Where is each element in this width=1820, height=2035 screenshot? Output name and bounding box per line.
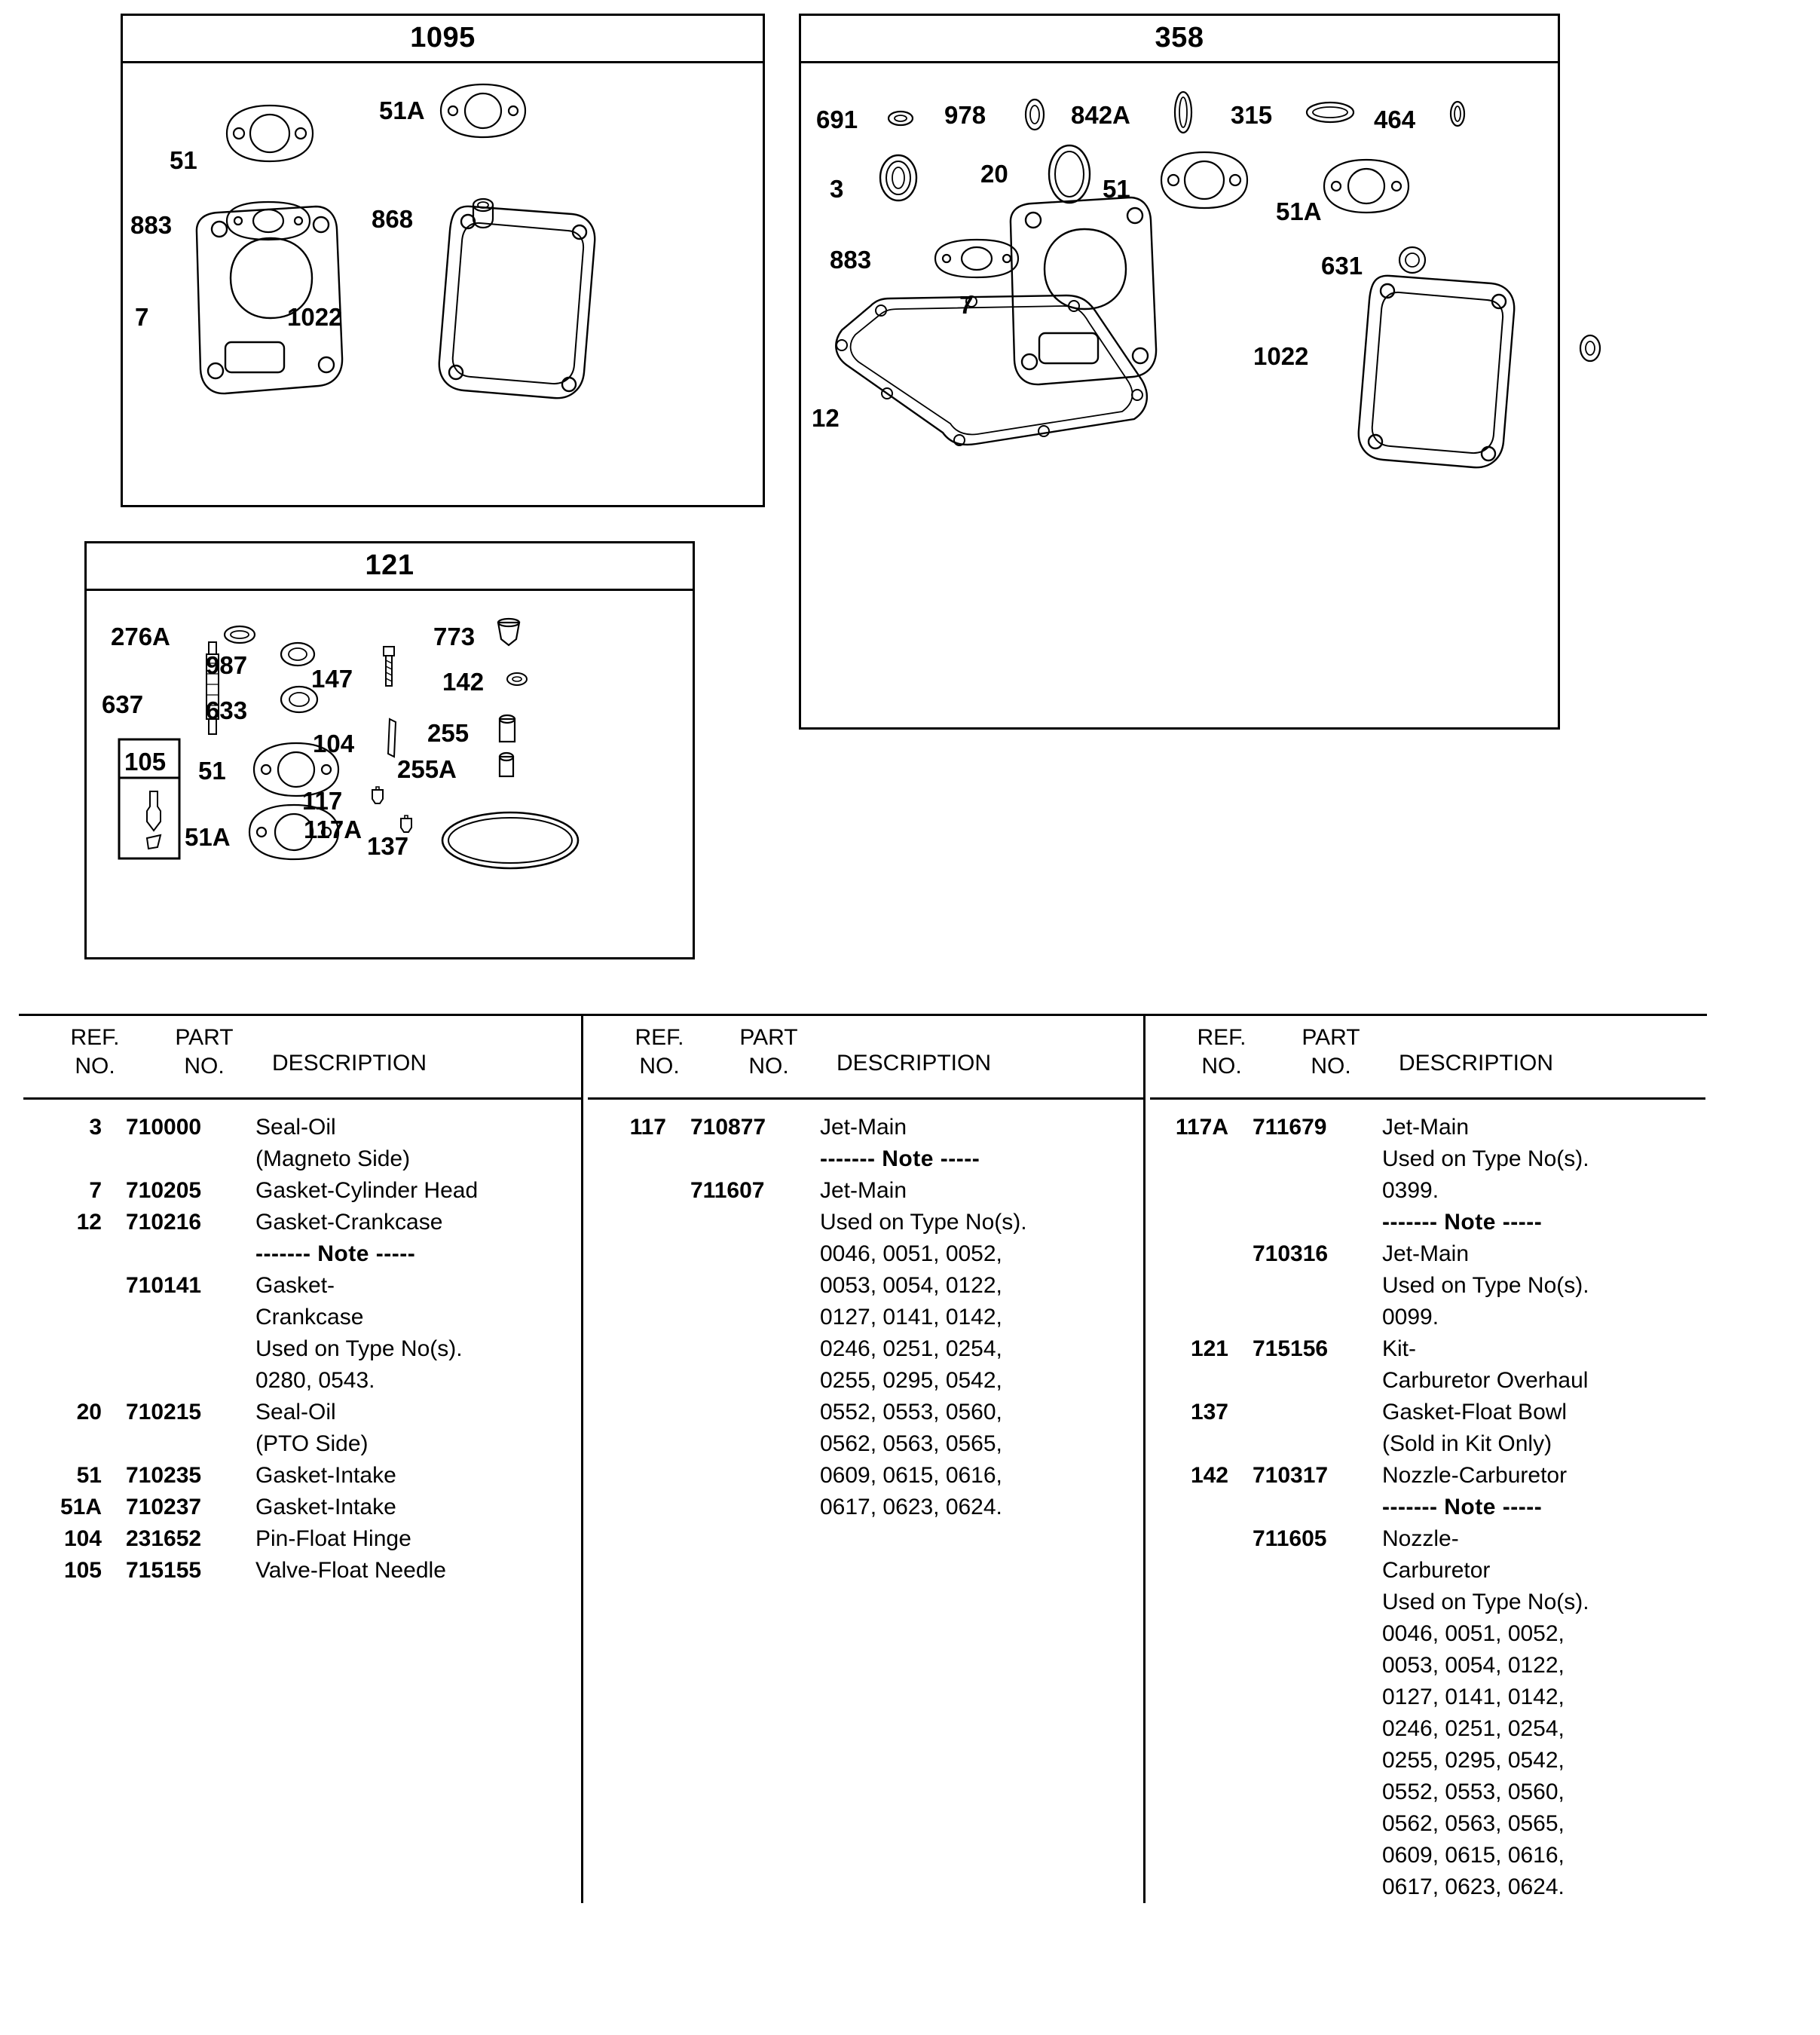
cell-part-no: 715155	[126, 1558, 202, 1583]
table-row	[1150, 1207, 1705, 1238]
kit-group-1095	[121, 14, 765, 507]
table-row	[23, 1302, 581, 1333]
cell-description: Gasket-Intake	[255, 1463, 396, 1488]
cell-description: 0255, 0295, 0542,	[820, 1368, 1002, 1393]
table-row	[588, 1112, 1143, 1143]
cell-description: Nozzle-	[1382, 1526, 1459, 1551]
cell-description: Carburetor	[1382, 1558, 1491, 1583]
table-row	[588, 1143, 1143, 1175]
cell-note: ------- Note -----	[820, 1146, 980, 1171]
gasket-1022-358-icon	[1344, 267, 1532, 485]
cell-part-no: 710215	[126, 1400, 202, 1424]
valve-float-needle-105-icon	[138, 788, 173, 853]
cell-part-no: 710237	[126, 1495, 202, 1519]
callout-883: 883	[130, 211, 173, 239]
callout-51A-358: 51A	[1276, 197, 1322, 225]
callout-117A: 117A	[304, 816, 362, 843]
callout-315: 315	[1231, 101, 1273, 129]
table-row	[588, 1302, 1143, 1333]
table-row	[23, 1397, 581, 1428]
callout-3: 3	[830, 175, 844, 203]
column-1-rows	[23, 1100, 581, 1587]
callout-137: 137	[367, 832, 409, 860]
cell-description: 0053, 0054, 0122,	[1382, 1653, 1565, 1678]
cell-ref-no: 104	[63, 1526, 102, 1551]
cell-description: 0246, 0251, 0254,	[1382, 1716, 1565, 1741]
table-row	[23, 1492, 581, 1523]
header-part-line1: PART	[739, 1025, 798, 1050]
table-row	[588, 1365, 1143, 1397]
table-column-3	[1143, 1016, 1705, 1903]
callout-883-358: 883	[830, 246, 872, 274]
callout-51: 51	[170, 146, 197, 174]
parts-list-table	[19, 1014, 1707, 1903]
cell-ref-no: 121	[1190, 1336, 1228, 1361]
table-row	[1150, 1397, 1705, 1428]
header-ref-line2: NO.	[75, 1053, 115, 1079]
callout-637: 633	[206, 696, 248, 724]
washer-978-icon	[1020, 96, 1050, 133]
cell-description: (PTO Side)	[255, 1431, 369, 1456]
callout-842A: 842A	[1071, 101, 1130, 129]
table-row	[1150, 1333, 1705, 1365]
oring-842a-icon	[1170, 89, 1196, 136]
kit-title-1095: 1095	[123, 16, 763, 63]
kit-title-358: 358	[801, 16, 1558, 63]
gasket-1022-icon	[424, 197, 613, 416]
table-row	[1150, 1808, 1705, 1840]
table-row	[23, 1270, 581, 1302]
table-row	[1150, 1112, 1705, 1143]
table-row	[588, 1207, 1143, 1238]
callout-978: 978	[944, 101, 986, 129]
table-row	[1150, 1555, 1705, 1587]
callout-255A: 255A	[397, 755, 457, 783]
cell-description: Jet-Main	[1382, 1115, 1470, 1140]
cell-part-no: 231652	[126, 1526, 202, 1551]
cell-description: Used on Type No(s).	[1382, 1146, 1589, 1171]
cell-description: Jet-Main	[820, 1178, 907, 1203]
cell-description: 0617, 0623, 0624.	[820, 1495, 1002, 1519]
table-row	[588, 1397, 1143, 1428]
table-row	[1150, 1682, 1705, 1713]
header-ref-line1: REF.	[70, 1025, 120, 1050]
callout-464: 464	[1374, 106, 1416, 133]
gasket-intake-51a-icon	[430, 78, 536, 143]
gasket-float-bowl-137-icon	[439, 808, 581, 873]
header-part-line2: NO.	[1311, 1053, 1351, 1079]
cell-ref-no: 117A	[1175, 1115, 1228, 1140]
cell-ref-no: 51	[76, 1463, 102, 1488]
table-row	[1150, 1428, 1705, 1460]
pin-float-hinge-104-icon	[382, 716, 402, 761]
table-row	[588, 1492, 1143, 1523]
table-row	[23, 1175, 581, 1207]
callout-51A-121: 51A	[185, 823, 231, 851]
cell-description: Nozzle-Carburetor	[1382, 1463, 1568, 1488]
callout-1022-358: 1022	[1253, 342, 1309, 370]
table-row	[588, 1428, 1143, 1460]
table-row	[23, 1143, 581, 1175]
nozzle-carburetor-142-icon	[201, 638, 224, 743]
kit-title-121: 121	[87, 543, 693, 591]
cell-ref-no: 20	[76, 1400, 102, 1424]
cell-description: Gasket-Crankcase	[255, 1210, 443, 1235]
callout-7-358: 7	[959, 291, 974, 319]
seal-637-icon	[278, 683, 320, 716]
callout-117: 117	[302, 787, 343, 815]
cell-description: Gasket-Cylinder Head	[255, 1178, 479, 1203]
kit-group-358	[799, 14, 1560, 730]
table-row	[588, 1333, 1143, 1365]
callout-105: 105	[124, 748, 167, 776]
table-row	[23, 1523, 581, 1555]
header-part-line1: PART	[1302, 1025, 1360, 1050]
cell-description: 0046, 0051, 0052,	[1382, 1621, 1565, 1646]
table-row	[1150, 1745, 1705, 1776]
callout-868: 868	[372, 205, 414, 233]
cell-description: 0552, 0553, 0560,	[820, 1400, 1002, 1424]
cell-description: Carburetor Overhaul	[1382, 1368, 1589, 1393]
washer-loose-icon	[1575, 332, 1605, 365]
cell-description: Kit-	[1382, 1336, 1416, 1361]
cell-description: 0046, 0051, 0052,	[820, 1241, 1002, 1266]
cell-description: Jet-Main	[820, 1115, 907, 1140]
cell-note: ------- Note -----	[1382, 1495, 1543, 1519]
cell-description: Used on Type No(s).	[255, 1336, 463, 1361]
table-row	[1150, 1302, 1705, 1333]
cell-description: Used on Type No(s).	[820, 1210, 1027, 1235]
header-description: DESCRIPTION	[1399, 1051, 1554, 1076]
cell-ref-no: 3	[89, 1115, 102, 1140]
bushing-255-icon	[494, 713, 521, 746]
seat-773-icon	[494, 617, 524, 648]
cell-description: Jet-Main	[1382, 1241, 1470, 1266]
valve-105-box-rule	[118, 776, 180, 779]
table-column-1	[19, 1016, 581, 1903]
table-row	[1150, 1587, 1705, 1618]
table-row	[1150, 1650, 1705, 1682]
header-description: DESCRIPTION	[272, 1051, 427, 1076]
parts-illustration	[0, 0, 1820, 980]
header-part-line1: PART	[175, 1025, 234, 1050]
cell-part-no: 710316	[1253, 1241, 1329, 1266]
column-3-rows	[1150, 1100, 1705, 1903]
gasket-intake-51a-358-icon	[1314, 154, 1419, 219]
seal-691-icon	[886, 107, 916, 130]
callout-7: 7	[135, 303, 149, 331]
cell-description: Used on Type No(s).	[1382, 1590, 1589, 1614]
screw-147-icon	[379, 644, 399, 689]
table-row	[23, 1460, 581, 1492]
callout-51A: 51A	[379, 96, 425, 124]
cell-description: (Sold in Kit Only)	[1382, 1431, 1552, 1456]
table-row	[23, 1333, 581, 1365]
header-ref-line1: REF.	[1197, 1025, 1246, 1050]
oring-276a-icon	[222, 624, 257, 645]
table-row	[1150, 1618, 1705, 1650]
cell-description: 0053, 0054, 0122,	[820, 1273, 1002, 1298]
cell-part-no: 710235	[126, 1463, 202, 1488]
oring-315-icon	[1305, 99, 1356, 125]
cell-ref-no: 51A	[60, 1495, 102, 1519]
cell-part-no: 710877	[690, 1115, 766, 1140]
cell-description: 0562, 0563, 0565,	[1382, 1811, 1565, 1836]
jet-main-117-icon	[367, 785, 390, 806]
cell-description: 0617, 0623, 0624.	[1382, 1874, 1565, 1899]
cell-description: 0099.	[1382, 1305, 1439, 1330]
cell-note: ------- Note -----	[255, 1241, 416, 1266]
header-part-line2: NO.	[748, 1053, 789, 1079]
washer-633-icon	[506, 671, 528, 687]
bushing-255a-icon	[494, 751, 519, 781]
cell-ref-no: 105	[63, 1558, 102, 1583]
table-row	[23, 1428, 581, 1460]
table-row	[1150, 1713, 1705, 1745]
cell-part-no: 710205	[126, 1178, 202, 1203]
header-ref-line2: NO.	[1201, 1053, 1242, 1079]
column-2-rows	[588, 1100, 1143, 1523]
table-row	[23, 1207, 581, 1238]
callout-255: 255	[427, 719, 470, 747]
seal-oil-magneto-3-icon	[873, 152, 923, 204]
cell-description: (Magneto Side)	[255, 1146, 411, 1171]
cell-ref-no: 117	[629, 1115, 666, 1140]
oring-464-icon	[1448, 99, 1467, 128]
callout-631: 631	[1321, 252, 1363, 280]
cell-description: Seal-Oil	[255, 1400, 336, 1424]
cell-description: Gasket-Intake	[255, 1495, 396, 1519]
callout-20: 20	[980, 160, 1008, 188]
cell-part-no: 710317	[1253, 1463, 1329, 1488]
table-row	[1150, 1460, 1705, 1492]
cell-description: 0399.	[1382, 1178, 1439, 1203]
table-row	[588, 1460, 1143, 1492]
cell-part-no: 710141	[126, 1273, 202, 1298]
cell-ref-no: 142	[1190, 1463, 1228, 1488]
callout-51-121: 51	[198, 757, 226, 785]
callout-276A: 276A	[111, 623, 170, 650]
cell-description: Gasket-	[255, 1273, 335, 1298]
header-part-line2: NO.	[184, 1053, 225, 1079]
cell-part-no: 710000	[126, 1115, 202, 1140]
header-ref-line2: NO.	[639, 1053, 680, 1079]
cell-ref-no: 7	[89, 1178, 102, 1203]
table-column-2	[581, 1016, 1143, 1903]
callout-691: 691	[816, 106, 858, 133]
table-row	[1150, 1871, 1705, 1903]
callout-773: 773	[433, 623, 476, 650]
cell-description: Seal-Oil	[255, 1115, 336, 1140]
cell-part-no: 711607	[690, 1178, 765, 1203]
cell-part-no: 711679	[1253, 1115, 1327, 1140]
table-row	[1150, 1175, 1705, 1207]
table-row	[1150, 1523, 1705, 1555]
table-row	[23, 1555, 581, 1587]
cell-description: Gasket-Float Bowl	[1382, 1400, 1568, 1424]
table-row	[588, 1175, 1143, 1207]
cell-part-no: 711605	[1253, 1526, 1327, 1551]
table-row	[1150, 1840, 1705, 1871]
cell-description: 0255, 0295, 0542,	[1382, 1748, 1565, 1773]
callout-147: 147	[311, 665, 353, 693]
callout-142: 637	[102, 690, 144, 718]
cell-description: Valve-Float Needle	[255, 1558, 446, 1583]
cell-description: 0127, 0141, 0142,	[1382, 1685, 1565, 1709]
cell-ref-no: 12	[76, 1210, 102, 1235]
table-header-row	[19, 1014, 1707, 1903]
cell-description: 0246, 0251, 0254,	[820, 1336, 1002, 1361]
table-row	[1150, 1238, 1705, 1270]
column-3-headers	[1150, 1016, 1705, 1097]
table-row	[1150, 1776, 1705, 1808]
cell-description: 0562, 0563, 0565,	[820, 1431, 1002, 1456]
callout-104: 104	[313, 730, 355, 757]
gasket-intake-51-icon	[213, 99, 326, 167]
cell-part-no: 710216	[126, 1210, 202, 1235]
callout-12: 12	[812, 404, 840, 432]
table-row	[23, 1238, 581, 1270]
callout-987: 987	[206, 651, 248, 679]
cell-description: 0552, 0553, 0560,	[1382, 1779, 1565, 1804]
header-ref-line1: REF.	[635, 1025, 684, 1050]
cell-description: 0609, 0615, 0616,	[820, 1463, 1002, 1488]
cell-ref-no: 137	[1190, 1400, 1228, 1424]
table-row	[23, 1112, 581, 1143]
callout-1022: 1022	[287, 303, 343, 331]
cell-description: 0280, 0543.	[255, 1368, 375, 1393]
column-2-headers	[588, 1016, 1143, 1097]
table-row	[23, 1365, 581, 1397]
cell-description: 0127, 0141, 0142,	[820, 1305, 1002, 1330]
cell-description: 0609, 0615, 0616,	[1382, 1843, 1565, 1868]
cell-description: Pin-Float Hinge	[255, 1526, 411, 1551]
cell-description: Used on Type No(s).	[1382, 1273, 1589, 1298]
table-row	[1150, 1492, 1705, 1523]
table-row	[588, 1270, 1143, 1302]
gasket-cylinder-head-7-icon	[189, 199, 355, 402]
cell-part-no: 715156	[1253, 1336, 1329, 1361]
table-row	[588, 1238, 1143, 1270]
cell-note: ------- Note -----	[1382, 1210, 1543, 1235]
cell-description: Crankcase	[255, 1305, 364, 1330]
header-description: DESCRIPTION	[837, 1051, 992, 1076]
callout-633: 142	[442, 668, 485, 696]
gasket-crankcase-12-icon	[818, 289, 1164, 455]
column-1-headers	[23, 1016, 581, 1097]
table-row	[1150, 1143, 1705, 1175]
kit-group-121	[84, 541, 695, 959]
callout-51-358: 51	[1103, 175, 1130, 203]
table-row	[1150, 1270, 1705, 1302]
table-row	[1150, 1365, 1705, 1397]
